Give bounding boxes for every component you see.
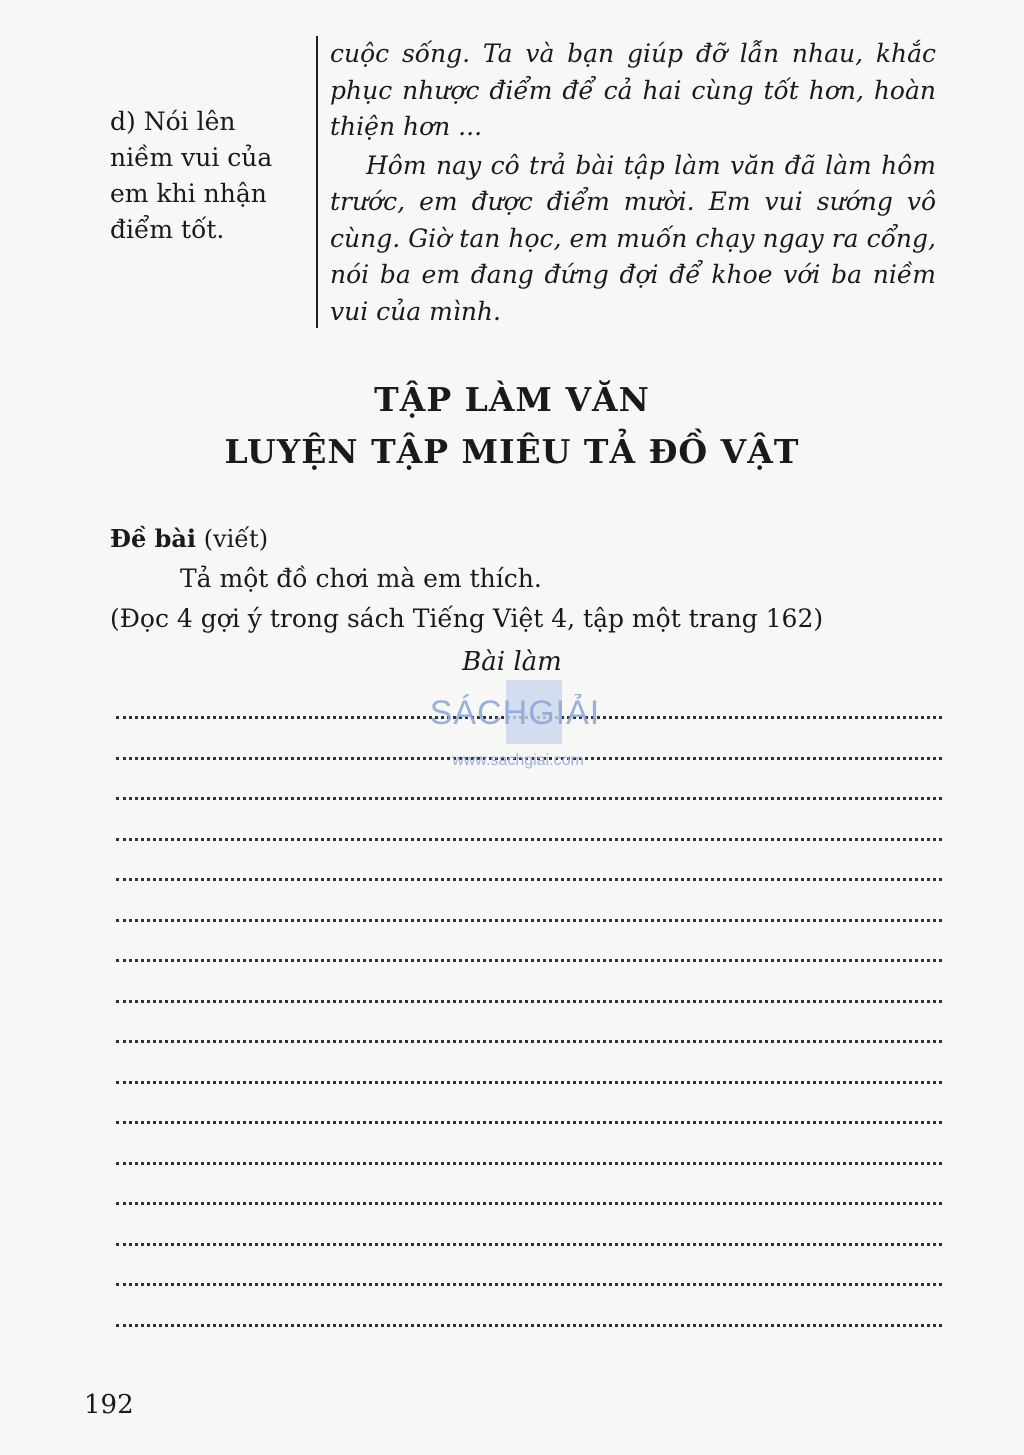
watermark-logo [410, 680, 620, 780]
section-subtitle: LUYỆN TẬP MIÊU TẢ ĐỒ VẬT [224, 432, 800, 471]
writing-line [116, 1324, 942, 1327]
writing-line [116, 1202, 942, 1205]
writing-line [116, 1081, 942, 1084]
exercise-line: em khi nhận [110, 179, 267, 208]
task-label-rest: (viết) [196, 525, 269, 553]
exercise-item-d [110, 104, 306, 248]
watermark-text: SÁCHGIẢI [429, 694, 601, 732]
writing-line [116, 959, 942, 962]
column-divider [316, 36, 318, 328]
watermark-url: www.sachgiai.com [452, 752, 584, 769]
writing-line [116, 1121, 942, 1124]
task-prompt: Tả một đồ chơi mà em thích. [180, 564, 542, 593]
writing-line [116, 797, 942, 800]
answer-heading: Bài làm [462, 647, 562, 677]
task-label [110, 524, 268, 553]
exercise-line: niềm vui của [110, 143, 273, 172]
exercise-line: điểm tốt. [110, 215, 225, 244]
writing-line [116, 1040, 942, 1043]
task-label-bold: Đề bài [110, 524, 197, 553]
writing-line [116, 878, 942, 881]
answer-paragraph: Hôm nay cô trả bài tập làm văn đã làm hôm trước, em được điểm mười. Em vui sướng vô cùng. Giờ tan học, em muốn chạy ngay ra cổng, nói ba em đang đứng đợi để khoe với ba niềm vui của mình. [330, 150, 936, 326]
writing-line [116, 1162, 942, 1165]
page-number: 192 [84, 1390, 134, 1420]
sample-answer [330, 36, 936, 330]
answer-paragraph: cuộc sống. Ta và bạn giúp đỡ lẫn nhau, khắc phục nhược điểm để cả hai cùng tốt hơn, hoàn thiện hơn ... [330, 39, 936, 141]
writing-line [116, 1243, 942, 1246]
writing-line [116, 838, 942, 841]
writing-line [116, 1000, 942, 1003]
exercise-line: d) Nói lên [110, 107, 236, 136]
writing-line [116, 919, 942, 922]
task-note: (Đọc 4 gợi ý trong sách Tiếng Việt 4, tập một trang 162) [110, 604, 824, 633]
section-title: TẬP LÀM VĂN [374, 380, 650, 419]
writing-line [116, 1283, 942, 1286]
